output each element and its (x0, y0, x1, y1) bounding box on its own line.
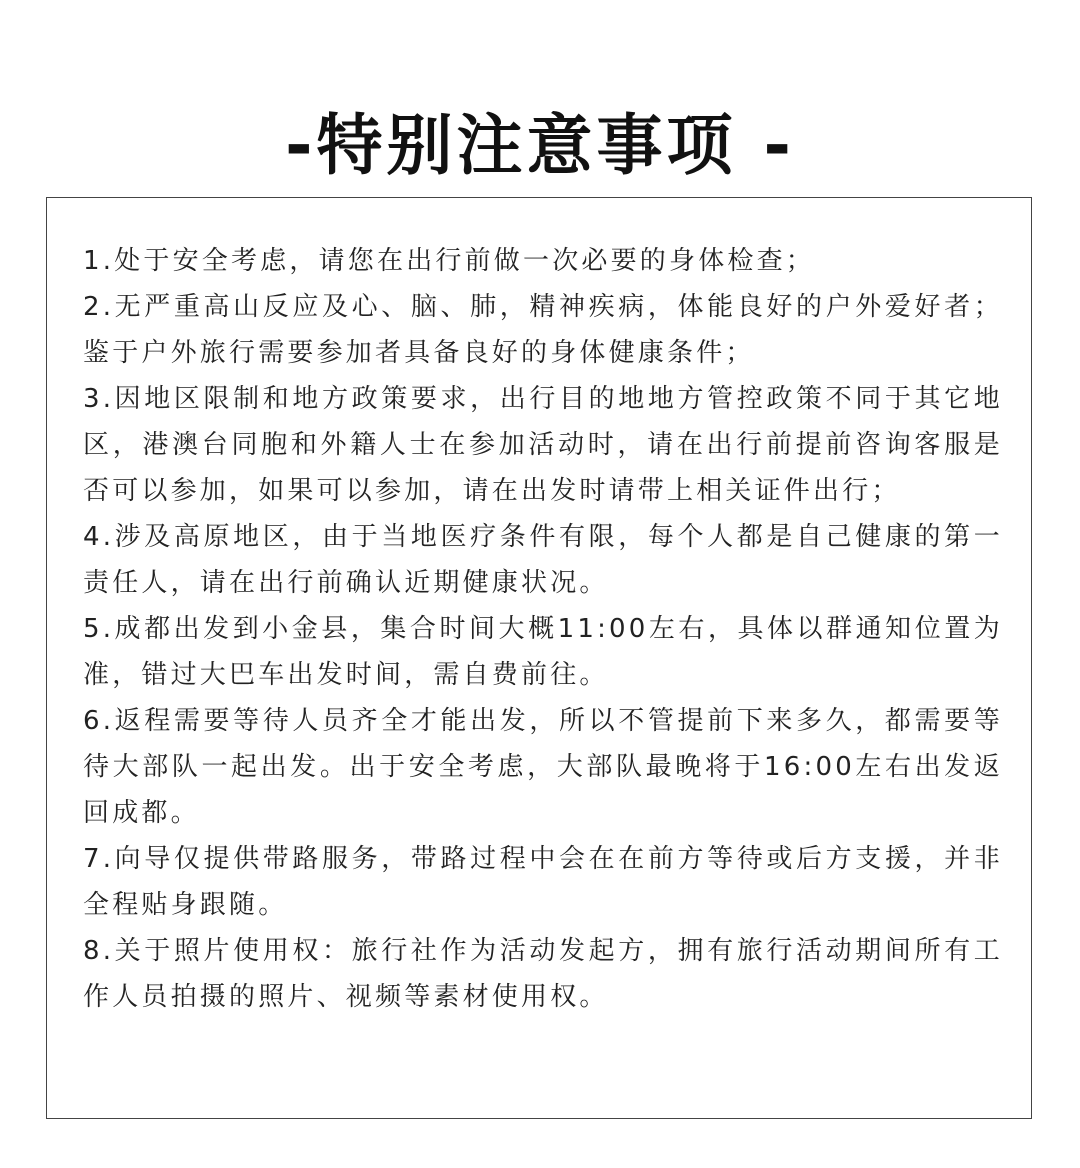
notice-item-4: 4.涉及高原地区，由于当地医疗条件有限，每个人都是自己健康的第一责任人，请在出行前确认近期健康状况。 (83, 522, 1003, 598)
notice-item-3: 3.因地区限制和地方政策要求，出行目的地地方管控政策不同于其它地区，港澳台同胞和外籍人士在参加活动时，请在出行前提前咨询客服是否可以参加，如果可以参加，请在出发时请带上相关证件出行； (83, 384, 1003, 506)
notice-item-1: 1.处于安全考虑，请您在出行前做一次必要的身体检查； (83, 246, 816, 276)
notice-item-8: 8.关于照片使用权：旅行社作为活动发起方，拥有旅行活动期间所有工作人员拍摄的照片、视频等素材使用权。 (83, 936, 1003, 1012)
notice-item-7: 7.向导仅提供带路服务，带路过程中会在在前方等待或后方支援，并非全程贴身跟随。 (83, 844, 1003, 920)
notice-list (83, 238, 1003, 1020)
notice-item-5: 5.成都出发到小金县，集合时间大概11:00左右，具体以群通知位置为准，错过大巴车出发时间，需自费前往。 (83, 614, 1003, 690)
page-title: -特别注意事项 - (285, 107, 795, 185)
notice-item-2: 2.无严重高山反应及心、脑、肺，精神疾病，体能良好的户外爱好者；鉴于户外旅行需要参加者具备良好的身体健康条件； (83, 292, 1003, 368)
notice-box (46, 197, 1032, 1119)
notice-item-6: 6.返程需要等待人员齐全才能出发，所以不管提前下来多久，都需要等待大部队一起出发。出于安全考虑，大部队最晚将于16:00左右出发返回成都。 (83, 706, 1003, 828)
